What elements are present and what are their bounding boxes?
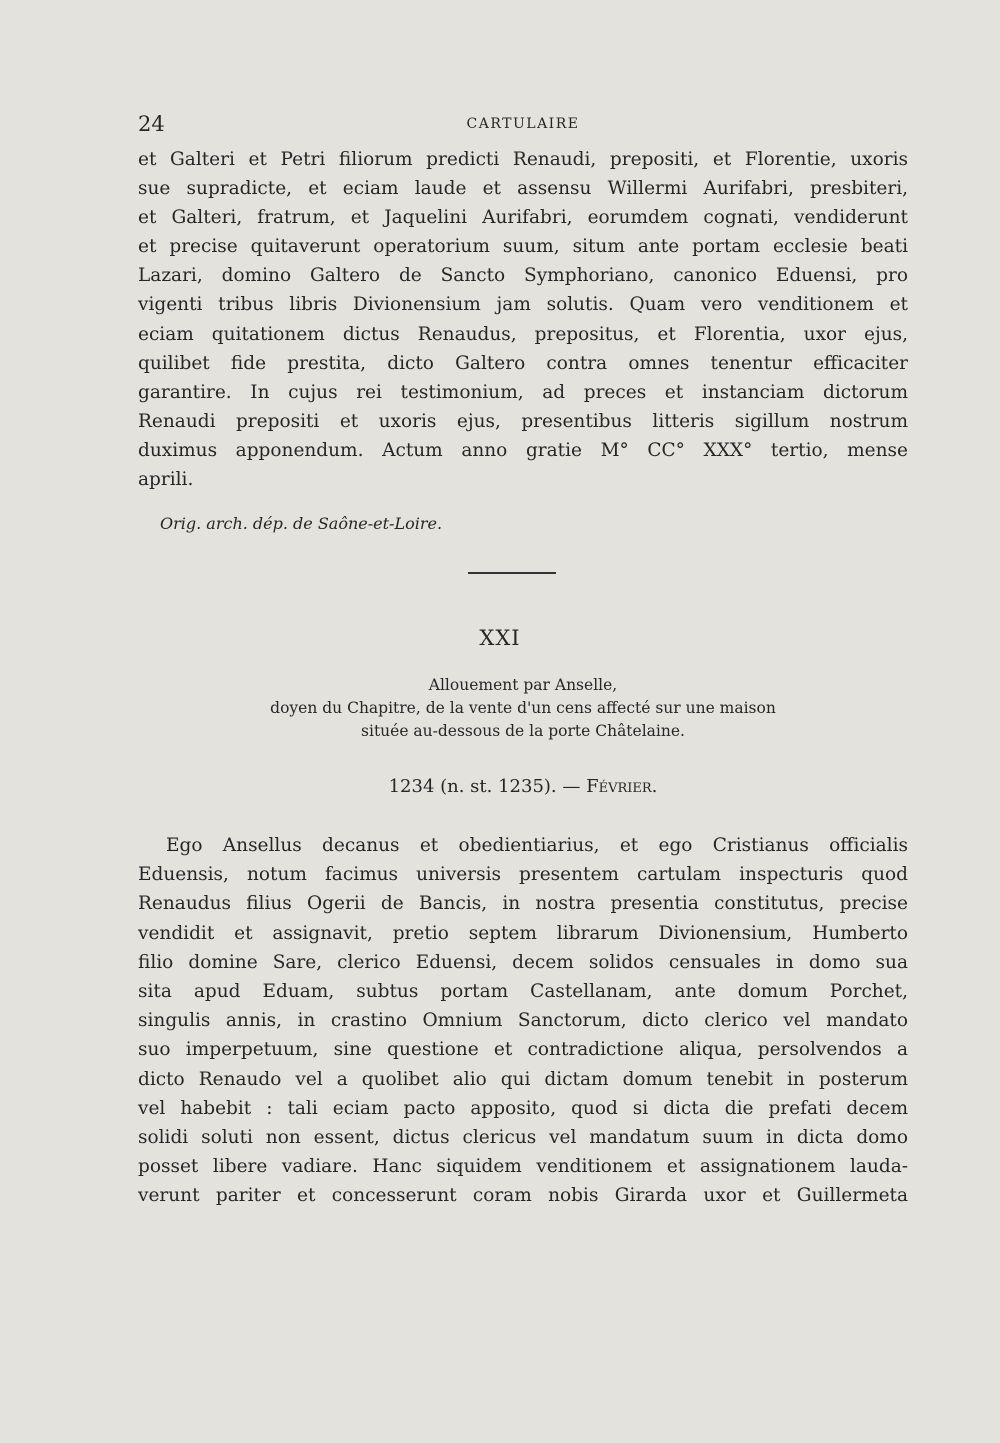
page-number: 24 (138, 112, 165, 136)
text-line: quilibet fide prestita, dicto Galtero contra omnes tenentur efficaciter (138, 352, 908, 374)
page-header (138, 112, 908, 142)
text-line: vigenti tribus libris Divionensium jam solutis. Quam vero venditionem et (138, 294, 908, 316)
text-line: vendidit et assignavit, pretio septem librarum Divionensium, Humberto (138, 922, 908, 944)
text-line: vel habebit : tali eciam pacto apposito, quod si dicta die prefati decem (138, 1097, 908, 1119)
text-line: Lazari, domino Galtero de Sancto Symphoriano, canonico Eduensi, pro (138, 265, 908, 287)
text-line: Renaudi prepositi et uxoris ejus, presentibus litteris sigillum nostrum (138, 410, 908, 432)
text-line: duximus apponendum. Actum anno gratie M° CC° XXX° tertio, mense (138, 439, 908, 461)
document-number: XXI (479, 626, 521, 650)
text-line: et Galteri et Petri filiorum predicti Renaudi, prepositi, et Florentie, uxoris (138, 149, 908, 170)
body-text (138, 831, 908, 1211)
text-line: filio domine Sare, clerico Eduensi, decem solidos censuales in domo sua (138, 951, 908, 973)
summary-line: doyen du Chapitre, de la vente d'un cens affecté sur une maison (270, 698, 776, 717)
summary-line: située au-dessous de la porte Châtelaine. (361, 721, 685, 740)
continued-text (138, 145, 908, 494)
text-line: aprili. (138, 469, 194, 491)
text-line: verunt pariter et concesserunt coram nobis Girarda uxor et Guillermeta (138, 1185, 908, 1207)
text-line: posset libere vadiare. Hanc siquidem venditionem et assignationem lauda- (138, 1156, 908, 1178)
date-year: 1234 (n. st. 1235). — (388, 776, 581, 797)
document-summary (0, 674, 1000, 742)
text-line: dicto Renaudo vel a quolibet alio qui dictam domum tenebit in posterum (138, 1068, 908, 1090)
running-title: CARTULAIRE (466, 116, 580, 132)
text-line: garantire. In cujus rei testimonium, ad preces et instanciam dictorum (138, 381, 908, 403)
text-line: Ego Ansellus decanus et obedientiarius, et ego Cristianus officialis (166, 835, 908, 856)
text-line: Eduensis, notum facimus universis presentem cartulam inspecturis quod (138, 864, 908, 886)
text-line: sita apud Eduam, subtus portam Castellanam, ante domum Porchet, (138, 981, 908, 1003)
text-line: solidi soluti non essent, dictus clericus vel mandatum suum in dicta domo (138, 1127, 908, 1149)
text-line: et Galteri, fratrum, et Jaquelini Aurifabri, eorumdem cognati, vendiderunt (138, 207, 908, 229)
section-divider (468, 572, 556, 574)
text-line: eciam quitationem dictus Renaudus, prepositus, et Florentia, uxor ejus, (138, 323, 908, 345)
date-month: Février. (586, 776, 658, 797)
text-line: suo imperpetuum, sine questione et contradictione aliqua, persolvendos a (138, 1039, 908, 1061)
source-note: Orig. arch. dép. de Saône-et-Loire. (160, 514, 443, 533)
text-line: singulis annis, in crastino Omnium Sanctorum, dicto clerico vel mandato (138, 1010, 908, 1032)
summary-line: Allouement par Anselle, (428, 676, 618, 694)
text-line: Renaudus filius Ogerii de Bancis, in nostra presentia constitutus, precise (138, 893, 908, 915)
text-line: et precise quitaverunt operatorium suum, situm ante portam ecclesie beati (138, 236, 908, 258)
document-date (0, 776, 1000, 797)
text-line: sue supradicte, et eciam laude et assensu Willermi Aurifabri, presbiteri, (138, 178, 908, 200)
